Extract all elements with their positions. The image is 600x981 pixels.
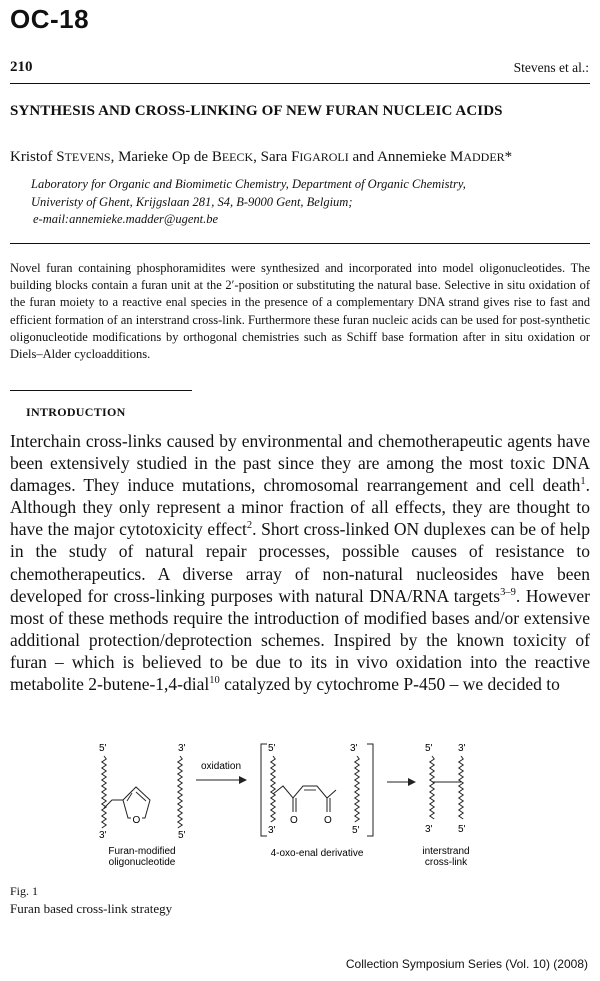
section-code: OC-18 [10,4,90,34]
figure-caption: Furan based cross-link strategy [10,901,173,916]
cross-link-label: interstrand [422,846,470,857]
reference-marker: 3–9 [500,586,516,598]
author-name: Sara FIGAROLI and [260,149,378,165]
header-rule [10,83,590,84]
affiliation [31,176,466,229]
reference-marker: 1 [580,476,586,488]
strand-end-label: 5' [458,824,466,835]
strand-end-label: 3' [268,825,276,836]
double-bond [136,792,146,801]
dna-strand [178,756,182,828]
author-name: Marieke Op de BEECK, [118,149,261,165]
cross-link-panel [422,743,469,868]
furan-modified-panel [99,743,186,868]
strand-end-label: 5' [178,830,186,841]
strand-end-label: 5' [425,743,433,754]
oxygen-atom-label: O [324,815,332,826]
contact-email: e-mail:annemieke.madder@ugent.be [33,212,219,226]
strand-end-label: 3' [350,743,358,754]
reference-marker: 2 [246,520,253,532]
author-name: Kristof STEVENS, [10,149,119,165]
cross-link-label: cross-link [424,857,468,868]
article-title: SYNTHESIS AND CROSS-LINKING OF NEW FURAN NUCLEIC ACIDS [10,103,503,119]
strand-end-label: 3' [178,743,186,754]
strand-end-label: 3' [99,830,107,841]
author-list [10,149,512,166]
dna-strand [102,756,106,828]
strand-end-label: 5' [352,825,360,836]
abstract-rule [10,243,590,244]
cross-link-scheme-figure [80,740,500,880]
bracket-right [367,744,373,836]
series-footer: Collection Symposium Series (Vol. 10) (2008) [345,957,588,971]
strand-end-label: 5' [268,743,276,754]
running-head: Stevens et al.: [513,60,589,75]
affiliation-line: Laboratory for Organic and Biomimetic Chemistry, Department of Organic Chemistry, [31,177,466,191]
page-number: 210 [10,59,33,75]
dna-strand [355,756,359,822]
author-name: Annemieke MADDER* [377,149,513,165]
oxygen-atom-label: O [132,815,141,826]
dna-strand [271,756,275,822]
enal-derivative-panel [261,743,373,859]
strand-end-label: 3' [425,824,433,835]
section-rule [10,390,192,391]
linker-bond [104,800,123,808]
arrow-label: oxidation [200,761,242,772]
strand-end-label: 3' [458,743,466,754]
abstract: Novel furan containing phosphoramidites were synthesized and incorporated into model oligonucleotides. The building blocks contain a furan unit at the 2′-position or substituting the natural base. Selective in situ oxidation of the furan moiety to a reactive enal species in the presence of a complementary DNA strand gives rise to fast and efficient formation of an interstrand cross-link. Furthermore these furan nucleic acids can be used for post-synthetic oligonucleotide modifications by orthogonal chemistries such as Schiff base formation after in situ oxidation or Diels–Alder cycloadditions. [10,261,590,362]
bracket-left [261,744,267,836]
furan-modified-label: oligonucleotide [108,857,176,868]
enal-derivative-label: 4-oxo-enal derivative [270,848,364,859]
strand-end-label: 5' [99,743,107,754]
figure-label: Fig. 1 [10,884,39,898]
oxidation-arrow [196,761,246,780]
dna-strand [459,756,463,819]
enal-chain [273,786,336,798]
furan-modified-label: Furan-modified [108,846,176,857]
reference-marker: 10 [209,675,220,687]
dna-strand [430,756,434,819]
oxygen-atom-label: O [290,815,298,826]
affiliation-line: Univeristy of Ghent, Krijgslaan 281, S4, B-9000 Gent, Belgium; [31,194,353,209]
intro-paragraph: Interchain cross-links caused by environmental and chemotherapeutic agents have been extensively studied in the past since they are among the most toxic DNA damages. They induce mutations, chromosomal rearrangement and cell death$^1$. Although they only represent a minor fraction of all effects, they are thought to have the major cytotoxicity effect$^2$. Short cross-linked ON duplexes can be of help in the study of natural repair processes, possible causes of resistance to chemotherapeutics. A diverse array of non-natural nucleosides have been developed for cross-linking purposes with natural DNA/RNA targets$^{3-9}$. However most of these methods require the introduction of modified bases and/or extensive additional protection/deprotection schemes. Inspired by the known toxicity of furan – which is believed to be due to its in vivo oxidation into the reactive metabolite 2-butene-1,4-dial$^{10}$ catalyzed by cytochrome P-450 – we decided to [10,431,591,695]
section-heading: INTRODUCTION [26,405,126,419]
